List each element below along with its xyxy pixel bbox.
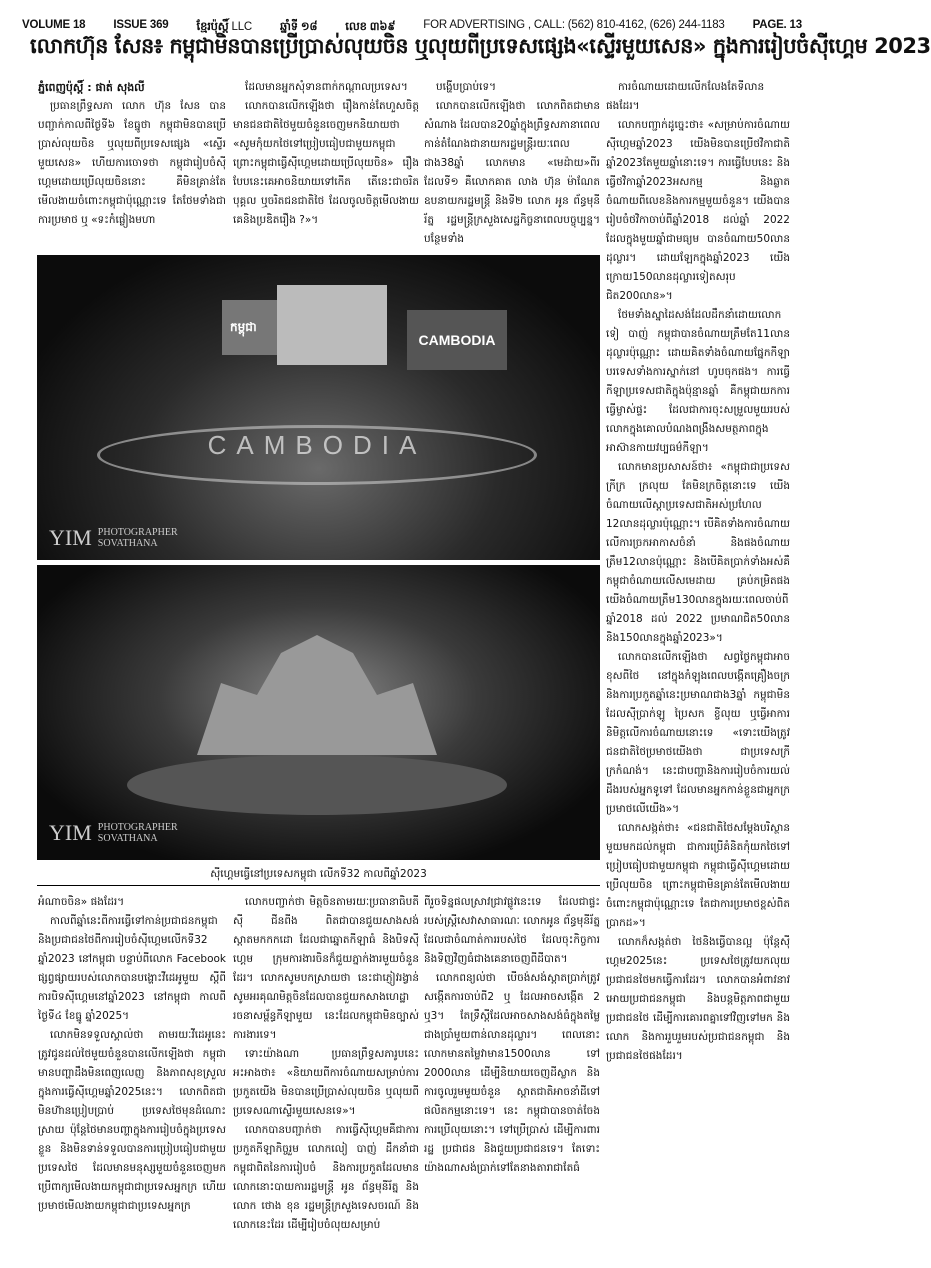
paragraph: ប្រធានព្រឹទ្ធសភា លោក ហ៊ុន សែន បានបញ្ជាក់កាលពីថ្ងៃទី៦ ខែធ្នូថា កម្ពុជាមិនបានប្រើប្រាស់លុយចិន ឬលុយពីប្រទេសផ្សេង «ស្ទើរមួយសេន» ហើយការចោទថា កម្ពុជារៀបចំស៊ីហ្គេមដោយប្រើលុយចិននោះ គឺមិនគ្រាន់តែមើលងាយចំពោះកម្ពុជាប៉ុណ្ណោះទេ តែថែមទាំងជាការប្រមាថ ឬ «ទះកំផ្លៀងមហា	[38, 100, 226, 226]
paragraph: ដែលមានអ្នកសុំទានពាក់កណ្តាលប្រទេស។	[245, 81, 408, 93]
photo-angkor-stage	[37, 565, 600, 860]
stadium-text: CAMBODIA	[207, 430, 427, 460]
column-1-top	[38, 78, 226, 250]
khmer-issue: លេខ ៣៦៩	[345, 21, 396, 33]
column-2-bottom	[233, 893, 419, 1251]
paragraph: លោកបញ្ជាក់ថា មិត្តចិនតាមរយៈប្រធានាធិបតី ស៊ី ជីនពីង ពិតជាបានជួយសាងសង់ស្តាតមកកកដោ ដែលជាឆ្នោតកីឡាធំ និងបិទស៊ីហ្គេម ក្រុមការងារចិនក៏ជួយភ្នាក់ងារមួយចំនួនដែរ។ លោកសូមបកស្រាយថា នេះជាភ្ញៀវរង្វាន់ សូមអរគុណមិត្តចិនដែលបានជួយកសាងហេដ្ឋារចនាសម្ព័ន្ធកីឡាមួយ នេះដែលកម្ពុជាមិនច្បាស់ការងារទេ។	[233, 896, 419, 1041]
performance-stage	[127, 755, 507, 815]
paragraph: ពីរួចទិន្នផលស្រាវជ្រាវផ្លូវនេះទេ ដែលជាផ្ទះរបស់ស្ត្រីសេវាសាធារណៈ លោកអូន ព័ន្ធមុនីរ័ត្ន ដែលជាចំណាត់ការរបស់ថៃ ដែលចុះកិច្ចការ និងទិញវិញធំជាងគេនាចេញពីដីបាត។	[424, 896, 600, 965]
khmer-volume: ឆ្នាំទី ១៨	[280, 21, 318, 33]
photo-opening-ceremony	[37, 255, 600, 560]
paragraph: អំណាចចិន» ផងដែរ។	[38, 896, 125, 908]
paragraph: បង្ហើបប្រាប់ទេ។	[436, 81, 497, 93]
divider	[37, 885, 600, 886]
paragraph: លោកមិនទទួលស្គាល់ថា តាមរយៈវីដេអូនេះ ត្រូវជូនដល់ថៃមួយចំនួនបានលើកឡើងថា កម្ពុជាមានបញ្ហាដឹងមិនពេញលេញ និងភាពសុខស្រួលក្នុងការធ្វើស៊ីហ្គេមឆ្នាំ2025នេះ។ លោកពិតជាមិនហ៊ានប្រៀបប្រាប់ ប្រទេសថៃមុនដំណោះស្រាយ ប៉ុន្តែថៃមានបញ្ហាក្នុងការរៀបចំក្នុងប្រទេសខ្លួន និងមិនទាន់ទទួលបានការប្រៀបធៀបជាមួយប្រទេសថៃ ដែលមានមនុស្សមួយចំនួនចេញមកប្រើពាក្យមើលងាយកម្ពុជាជាប្រទេសអ្នកក្រ ហើយប្រមាថមើលងាយកម្ពុជាជាប្រទេសអ្នកក្រ	[38, 1029, 226, 1212]
screen-right: CAMBODIA	[407, 310, 507, 370]
angkor-temple-set	[197, 635, 437, 755]
brand: ខ្មែរប៉ុស្តិ៍ LLC	[196, 21, 253, 33]
paragraph: ទោះយ៉ាងណា ប្រធានព្រឹទ្ធសភារូបនេះអះអាងថា៖ «និយាយពីការចំណាយសម្រាប់ការប្រកួតយើង មិនបានប្រើប្រាស់លុយចិន ឬលុយពីប្រទេសណាស្ទើរមួយសេនទេ»។	[233, 1048, 419, 1117]
paragraph: លោកបញ្ជាក់ដូច្នេះថា៖ «សម្រាប់ការចំណាយស៊ីហ្គេមឆ្នាំ2023 យើងមិនបានប្រើថវិកាជាតិឆ្នាំ2023តែមួយឆ្នាំនោះទេ។ ការធ្វើបែបនេះ និងធ្វើថវិកាឆ្នាំ2023អសកម្ម និងឆ្លាតចំណាយពីលេខនិងការកម្មមួយចំនួន។ យើងបានរៀបចំថវិកាចាប់ពីឆ្នាំ2018 ដល់ឆ្នាំ 2022 ដែលក្នុងមួយឆ្នាំជាមធ្យម បានចំណាយ50លានដុល្លារ។ ដោយឡែកក្នុងឆ្នាំ2023 យើងក្រោយ150លានដុល្លារទៀតសរុបជិត200លាន»។	[606, 119, 790, 302]
photo-caption: ស៊ីហ្គេមធ្វើនៅប្រទេសកម្ពុជា លើកទី32 កាលពីឆ្នាំ2023	[210, 868, 427, 880]
column-4	[606, 78, 790, 1250]
column-3-top	[424, 78, 600, 250]
volume: VOLUME 18	[22, 19, 86, 31]
headline: លោកហ៊ុន សែន៖ កម្ពុជាមិនបានប្រើប្រាស់លុយចិន ឬលុយពីប្រទេសផ្សេង«ស្ទើរមួយសេន» ក្នុងការរៀបចំស៊ីហ្គេម 2023	[30, 34, 931, 58]
paragraph: លោកបានលើកឡើងថា រឿងកាន់តែហួសចិត្តមានជនជាតិថៃមួយចំនួនចេញមកនិយាយថា «សូមកុំយកថៃទៅប្រៀបធៀបជាមួយកម្ពុជា ព្រោះកម្ពុជាធ្វើស៊ីហ្គេមដោយប្រើលុយចិន» រឿងបែបនេះគេអាចនិយាយទៅកើត តើនេះជាចរិតបុគ្គល ឬចរិតជនជាតិថៃ ដែលចូលចិត្តមើលងាយគេនិងប្រឌិតរឿង ?»។	[233, 100, 419, 226]
byline: ភ្នំពេញប៉ុស្តិ៍ : ផាត់ សុងលី	[38, 81, 145, 94]
paragraph: ការចំណាយដោយលើកលែងតែទីលានផងដែរ។	[606, 81, 765, 112]
advertising-contact: FOR ADVERTISING , CALL: (562) 810-4162, (626) 244-1183	[423, 19, 725, 31]
paragraph: លោកក៏សង្កត់ថា ថៃនិងធ្វើបានល្អ ប៉ុន្តែស៊ីហ្គេម2025នេះ ប្រទេសថៃត្រូវយកលុយប្រជាជនថៃមកធ្វើការដែរ។ លោកបានអំពាវនាវអោយប្រជាជនកម្ពុជា និងបន្តមិត្តភាពជាមួយប្រជាជនថៃ ដើម្បីការគោរពគ្នាទៅវិញទៅមក និងលោក និងការរួបរួមរបស់ប្រជាជនកម្ពុជា និងប្រជាជនថៃផងដែរ។	[606, 936, 790, 1062]
column-2-top	[233, 78, 419, 250]
watermark: YIM PHOTOGRAPHER SOVATHANA	[49, 820, 178, 845]
paragraph: លោកសង្កត់ថា៖ «ជនជាតិថៃសម្តែងបរិស្ថានមួយមកដល់កម្ពុជា ជាការប្រើគំនិតកុំយកថៃទៅប្រៀបធៀបជាមួយកម្ពុជា កម្ពុជាធ្វើស៊ីហ្គេមដោយប្រើលុយចិន ព្រោះកម្ពុជាមិនគ្រាន់តែមើលងាយចំពោះកម្ពុជាប៉ុណ្ណោះទេ តែជាការប្រមាថខ្ពស់ពិតប្រាកដ»។	[606, 822, 790, 929]
column-1-bottom	[38, 893, 226, 1251]
paragraph: លោកពន្យល់ថា បើចង់សង់ស្តាតប្រាក់ត្រូវសង្កើតការចាប់ពី2 ឬ ដែលអាចសង្កើត 2 ឬ3។ តែទ្រឹស្តីដែលអាចសាងសង់ធំក្នុងតម្លៃជាងប្រាំមួយពាន់លានដុល្លារ។ ពេលនោះលោកមានតម្លៃវាមាន1500លាន ទៅ 2000លាន ដើម្បីនិយាយចេញដីស្លាក និងការចូលរួមមួយចំនួន ស្តាតជាតិអាចនាំដីទៅផលិតកម្មនោះទេ។ នេះ កម្ពុជាបានចាត់ចែងការប្រើលុយនោះ។ ទៅប្រើប្រាស់ ដើម្បីការពាររដ្ឋ ប្រជាជន និងជួយប្រជាជនទេ។ តែទោះយ៉ាងណាសង់ប្រាក់ទៅតែនាងតារាជាតែធំ	[424, 972, 600, 1174]
paragraph: លោកមានប្រសាសន៍ថា៖ «កម្ពុជាជាប្រទេសក្រីក្រ ក្រលុយ តែមិនក្រចិត្តនោះទេ យើងចំណាយលើស្តាប្រទេសជាតិអស់ប្រហែល 12លានដុល្លារប៉ុណ្ណោះ។ បើគិតទាំងការចំណាយលើការច្រកអាកាសចំនាំ និងផងចំណាយត្រឹម12លានប៉ុណ្ណោះ និងបើគិតប្រាក់ទាំងអស់គឺកម្ពុជាចំណាយលើសមេដាយ គ្រប់កម្រិតផងយើងចំណាយត្រឹម130លានក្នុងរយៈពេលចាប់ពីឆ្នាំ2018 ដល់ 2022 ប្រមាណជិត50លាន និង150លានក្នុងឆ្នាំ2023»។	[606, 461, 790, 644]
issue: ISSUE 369	[113, 19, 169, 31]
page-number: PAGE. 13	[752, 19, 802, 31]
paragraph: លោកបានលើកឡើងថា លោកពិតជាមានសំណាង ដែលបាន20ឆ្នាំក្នុងព្រឹទ្ធសភានាពេលកាន់តំណែងជានាយករដ្ឋមន្ត្រីរយៈពេលជាង38ឆ្នាំ លោកមាន «មេដ៉ាយ»ពីរ ដែលទី១ គឺលោកគាត លាង ហ៊ុន ម៉ាណែត ឧបនាយករដ្ឋមន្ត្រី និងទី២ លោក អូន ព័ន្ធមុនីរ័ត្ន រដ្ឋមន្ត្រីក្រសួងសេដ្ឋកិច្ចនាពេលបច្ចុប្បន្ន។ បន្ថែមទាំង	[424, 100, 600, 245]
paragraph: លោកបានលើកឡើងថា សព្វថ្ងៃកម្ពុជាអាចខុសពីថៃ នៅក្នុងកំឡុងពេលបង្កើតគ្រឿងចក្រ និងការប្រកួតឆ្នាំនេះប្រមាណជាង3ឆ្នាំ កម្ពុជាមិនដែលស៊ីប្រាក់ឡូ ប្រៃសក ខ្ចីលុយ ឬធ្វើអាការនិមិត្តលើការចំណាយនោះទេ «ទោះយើងត្រូវជនជាតិថៃប្រមាថយើងថា ជាប្រទេសក្រីក្រកំណង់។ នេះជាបញ្ហានិងការរៀបចំការយល់ដឹងរបស់អ្នកទូទៅ ដែលមានអ្នកកាន់ខ្លួនជាអ្នកក្រ ប្រមាថលើយើង»។	[606, 651, 790, 815]
paragraph: កាលពីឆ្នាំនេះពីការធ្វើទៅកាន់ប្រជាជនកម្ពុជា និងប្រជាជនថៃពីការរៀបចំស៊ីហ្គេមលើកទី32 ឆ្នាំ2023 នៅកម្ពុជា បន្ទាប់ពីលោក Facebook ផ្សព្វផ្សាយរបស់លោកបានបង្ហោះវីដេអូមួយ ស្តីពីការបិទស៊ីហ្គេមនៅឆ្នាំ2023 នៅកម្ពុជា កាលពីថ្ងៃទី៤ ខែធ្នូ ឆ្នាំ2025។	[38, 915, 226, 1022]
temple-screen	[277, 285, 387, 365]
screen-left: កម្ពុជា	[222, 300, 317, 355]
watermark: YIM PHOTOGRAPHER SOVATHANA	[49, 525, 178, 550]
paragraph: ថែមទាំងស្នាដៃសង់ដែលដឹកនាំដោយលោក ទៀ បាញ់ កម្ពុជាបានចំណាយត្រឹមតែ11លានដុល្លារប៉ុណ្ណោះ ដោយគិតទាំងចំណាយផ្នែកកីឡា បរទេសទាំងការស្នាក់នៅ ហូបចុកផង។ ការធ្វើកីឡាប្រទេសជាតិក្នុងប៉ុន្មានឆ្នាំ គឺកម្ពុជាយកការធ្វើម្ចាស់ផ្ទះ ដែលជាការចុះសម្រួលមួយរបស់លោកក្នុងគោលបំណងពង្រឹងសមត្ថភាពក្នុងអាស៊ានកាយវប្បធម៌កីឡា។	[606, 309, 790, 454]
paragraph: លោកបានបញ្ជាក់ថា ការធ្វើស៊ីហ្គេមគឺជាការប្រកួតកីឡាកិច្ចរួម លោកលៀ បាញ់ ដឹកនាំជាកម្ពុជាពិតនៃការរៀបចំ និងការប្រកួតដែលមានលោកនោះបាយការរដ្ឋមន្ត្រី អូន ព័ន្ធមុនីរ័ត្ន និងលោក ថោង ខុន រដ្ឋមន្ត្រីក្រសួងទេសចរណ៍ និងលោកនេះដែរ ដើម្បីរៀបចំលុយសម្រាប់	[233, 1124, 419, 1231]
column-3-bottom	[424, 893, 600, 1251]
